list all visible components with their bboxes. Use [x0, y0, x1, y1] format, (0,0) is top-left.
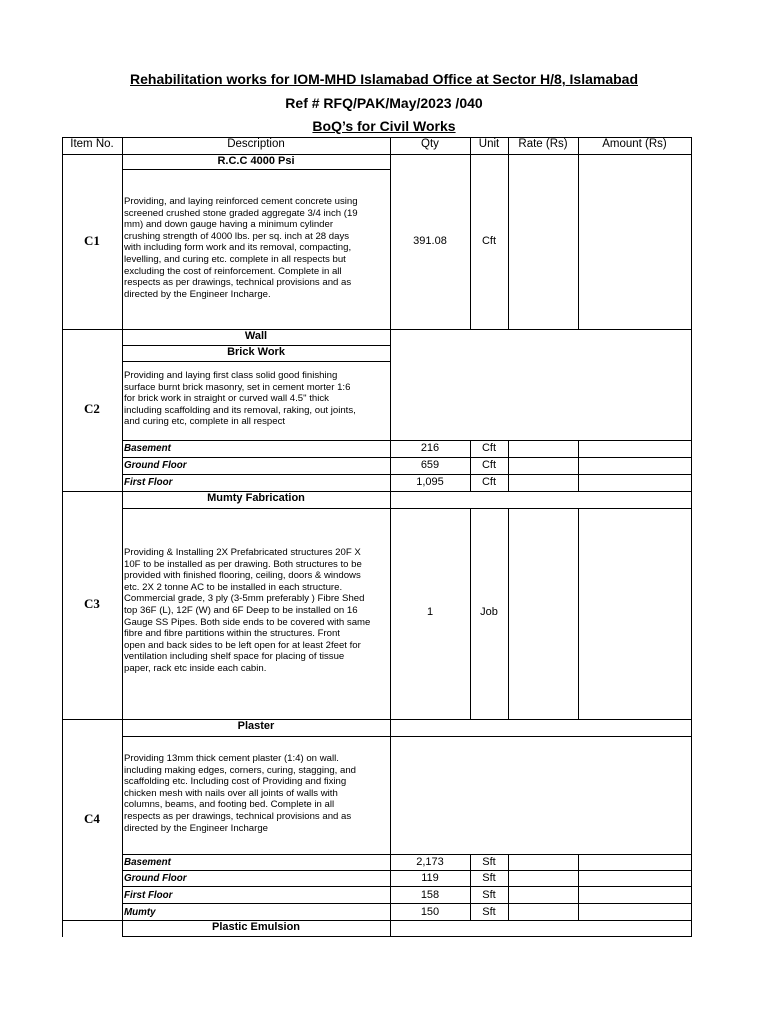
floor-label: First Floor [124, 477, 173, 488]
item-code: C4 [84, 811, 100, 826]
row-divider [122, 361, 390, 362]
boq-subtitle: BoQ’s for Civil Works [312, 118, 456, 134]
floor-unit: Cft [481, 459, 497, 471]
column-divider [122, 137, 123, 937]
row-divider [122, 854, 692, 855]
column-divider [470, 137, 471, 329]
subsection-title: Brick Work [227, 346, 285, 358]
header-item-no: Item No. [70, 138, 114, 150]
column-divider [578, 440, 579, 491]
floor-label: Ground Floor [124, 873, 187, 884]
row-divider [122, 936, 692, 937]
item-description: Providing 13mm thick cement plaster (1:4) on wall. including making edges, corners, curing, stagging, and scaffolding etc. Including cost of Providing and fixing chicken mesh with nails over all joints of walls with columns, beams, and footing bed. Complete in all respects as per drawings, technical provisions and as directed by the Engineer Incharge [124, 753, 356, 834]
floor-unit: Sft [482, 872, 496, 884]
floor-qty: 119 [421, 872, 439, 884]
header-description: Description [227, 138, 285, 150]
table-border-top [62, 137, 692, 138]
document-title: Rehabilitation works for IOM-MHD Islamabad Office at Sector H/8, Islamabad [130, 71, 638, 87]
item-code: C3 [84, 596, 100, 611]
section-title: Mumty Fabrication [207, 492, 305, 504]
section-title: Plaster [237, 720, 275, 732]
item-qty: 391.08 [413, 235, 447, 247]
section-title: Plastic Emulsion [211, 921, 301, 933]
header-rate: Rate (Rs) [518, 138, 568, 150]
floor-qty: 2,173 [416, 856, 444, 868]
floor-qty: 158 [420, 889, 440, 901]
section-title: Wall [244, 330, 268, 342]
header-divider [62, 154, 692, 155]
row-divider [62, 329, 692, 330]
floor-unit: Cft [481, 476, 497, 488]
column-divider [390, 137, 391, 937]
floor-qty: 1,095 [416, 476, 444, 488]
floor-label: Mumty [124, 907, 156, 918]
reference-number: Ref # RFQ/PAK/May/2023 /040 [285, 95, 483, 111]
floor-unit: Sft [482, 889, 496, 901]
row-divider [122, 886, 692, 887]
floor-qty: 216 [420, 442, 440, 454]
row-divider [62, 920, 692, 921]
floor-label: Basement [124, 443, 171, 454]
row-divider [122, 169, 390, 170]
section-title: R.C.C 4000 Psi [217, 155, 295, 167]
floor-unit: Cft [481, 442, 497, 454]
item-qty: 1 [426, 606, 434, 618]
column-divider [508, 854, 509, 920]
floor-label: Ground Floor [124, 460, 187, 471]
floor-label: Basement [124, 857, 171, 868]
row-divider [122, 736, 692, 737]
item-description: Providing and laying first class solid good finishing surface burnt brick masonry, set in cement morter 1:6 for brick work in straight or curved wall 4.5" thick including scaffolding and its removal, raking, out joints, and curing etc, complete in all respect [124, 370, 356, 428]
column-divider [508, 137, 509, 329]
header-qty: Qty [421, 138, 439, 150]
row-divider [122, 457, 692, 458]
item-code: C2 [84, 401, 100, 416]
floor-unit: Sft [482, 856, 496, 868]
floor-qty: 659 [420, 459, 440, 471]
row-divider [122, 508, 692, 509]
table-border-right [691, 137, 692, 937]
item-code: C1 [84, 233, 100, 248]
row-divider [62, 491, 692, 492]
column-divider [508, 440, 509, 491]
header-unit: Unit [478, 138, 500, 150]
item-unit: Cft [481, 235, 497, 247]
row-divider [122, 870, 692, 871]
row-divider [122, 474, 692, 475]
column-divider [508, 508, 509, 719]
row-divider [122, 903, 692, 904]
floor-unit: Sft [482, 906, 496, 918]
row-divider [62, 719, 692, 720]
header-amount: Amount (Rs) [602, 138, 667, 150]
item-description: Providing, and laying reinforced cement concrete using screened crushed stone graded aggregate 3/4 inch (19 mm) and down gauge having a minimum cylinder crushing strength of 4000 lbs. per sq. inch at 28 days with including form work and its removal, compacting, levelling, and curing etc. complete in all respects but excluding the cost of reinforcement. Complete in all respects as per drawings, technical provisions and as directed by the Engineer Incharge. [124, 196, 358, 300]
column-divider [578, 508, 579, 719]
row-divider [122, 440, 692, 441]
floor-qty: 150 [420, 906, 440, 918]
column-divider [578, 854, 579, 920]
floor-label: First Floor [124, 890, 173, 901]
item-description: Providing & Installing 2X Prefabricated structures 20F X 10F to be installed as per drawing. Both structures to be provided with finished flooring, ceiling, doors & windows etc. 2X 2 tonne AC to be installed in each structure. Commercial grade, 3 ply (3-5mm preferably ) Fibre Shed top 36F (L), 12F (W) and 6F Deep to be installed on 16 Gauge SS Pipes. Both side ends to be covered with same fibre and fibre partitions within the structures. Front open and back sides to be left open for at least 2feet for ventilation including shelf space for placing of tissue paper, rack etc inside each cabin. [124, 547, 371, 674]
column-divider [578, 137, 579, 329]
item-unit: Job [480, 606, 498, 618]
